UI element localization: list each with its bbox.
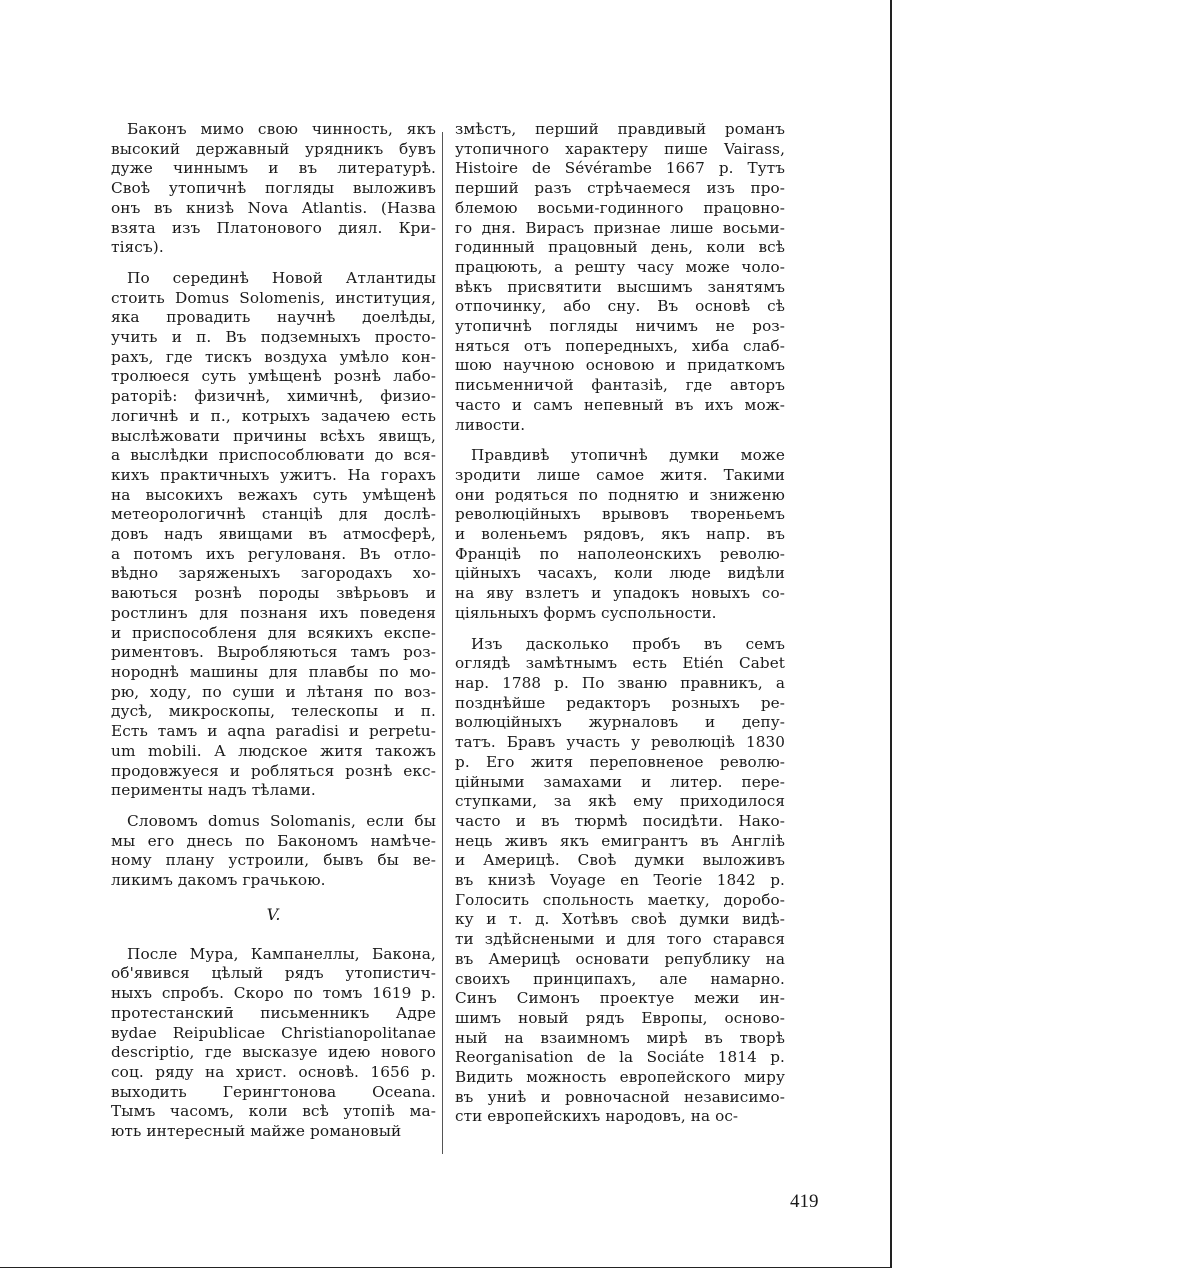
text-line: риментовъ. Выробляються тамъ роз- [111, 643, 436, 662]
text-line: тролюеся суть умѣщенѣ рознѣ лабо- [111, 367, 436, 386]
text-line: перименты надъ тѣлами. [111, 781, 316, 800]
text-line: отпочинку, або сну. Въ основѣ сѣ [455, 297, 785, 316]
text-line: ти здѣйснеными и для того старався [455, 930, 785, 949]
text-line: своихъ принципахъ, але намарно. [455, 969, 785, 988]
text-line: Reorganisation de la Sociáte 1814 р. [455, 1048, 785, 1067]
text-line: утопичного характеру пише Vairass, [455, 139, 785, 158]
text-line: После Мура, Кампанеллы, Бакона, [127, 944, 436, 963]
text-line: няться отъ попередныхъ, хиба слаб- [455, 336, 785, 355]
text-line: годинный працовный день, коли всѣ [455, 238, 785, 257]
column-divider [442, 132, 443, 1154]
text-line: вѣдно заряженыхъ загородахъ хо- [111, 564, 436, 583]
text-line: Изъ дасколько пробъ въ семъ [471, 634, 785, 653]
text-line: um mobili. А людское житя такожъ [111, 741, 436, 760]
text-line: ють интересный майже романовый [111, 1122, 402, 1141]
text-line: Своѣ утопичнѣ погляды выложивъ [111, 179, 436, 198]
text-line: рахъ, где тискъ воздуха умѣло кон- [111, 347, 436, 366]
text-line: стоить Domus Solomenis, институция, [111, 288, 436, 307]
text-line: логичнѣ и п., котрыхъ задачею есть [111, 406, 436, 425]
text-line: ливости. [455, 415, 526, 434]
text-line: ступками, за якѣ ему приходилося [455, 792, 785, 811]
text-line: По серединѣ Новой Атлантиды [127, 268, 436, 287]
text-line: Франціѣ по наполеонскихъ револю- [455, 544, 785, 563]
paragraph-domus-solomanis [111, 812, 436, 891]
text-line: дуже чиннымъ и въ литературѣ. [111, 159, 436, 178]
text-line: сти европейскихъ народовъ, на ос- [455, 1107, 739, 1126]
text-line: вѣкъ присвятити высшимъ занятямъ [455, 277, 785, 296]
text-line: Словомъ domus Solomanis, если бы [127, 811, 436, 830]
text-line: Синъ Симонъ проектуе межи ин- [455, 989, 785, 1008]
text-line: раторіѣ: физичнѣ, химичнѣ, физио- [111, 387, 436, 406]
text-line: шимъ новый рядъ Европы, осново- [455, 1008, 785, 1027]
text-line: нороднѣ машины для плавбы по мо- [111, 662, 436, 681]
text-line: ваються рознѣ породы звѣрьовъ и [111, 584, 436, 603]
text-line: учить и п. Въ подземныхъ просто- [111, 328, 436, 347]
text-line: въ Америцѣ основати републику на [455, 949, 785, 968]
text-line: и приспособленя для всякихъ експе- [111, 623, 436, 642]
text-line: Есть тамъ и aqna paradisi и perpetu- [111, 722, 436, 741]
text-line: утопичнѣ погляды ничимъ не роз- [455, 317, 785, 336]
text-line: а выслѣдки приспособлювати до вся- [111, 446, 436, 465]
text-line: вydae Reipublicae Christianopolitanae [111, 1023, 436, 1042]
text-line: descriptio, где высказуе идею нового [111, 1043, 436, 1062]
paragraph-true-utopian [455, 446, 785, 623]
text-line: р. Его житя переповненое револю- [455, 752, 785, 771]
text-line: ційными замахами и литер. пере- [455, 772, 785, 791]
text-line: волюційныхъ журналовъ и депу- [455, 713, 785, 732]
text-line: письменничой фантазіѣ, где авторъ [455, 376, 785, 395]
text-line: ціяльныхъ формъ суспольности. [455, 603, 717, 622]
text-line: об'явився цѣлый рядъ утопистич- [111, 964, 436, 983]
right-column [455, 120, 785, 1138]
text-line: Histoire de Sévérambe 1667 р. Тутъ [455, 159, 785, 178]
text-line: працюють, а решту часу може чоло- [455, 257, 785, 276]
text-line: выходить Герингтонова Oceana. [111, 1082, 436, 1101]
text-line: протестанскиӣ письменникъ Адре [111, 1003, 436, 1022]
text-line: блемою восьми-годинного працовно- [455, 198, 785, 217]
text-line: Тымъ часомъ, коли всѣ утопіѣ ма- [111, 1102, 436, 1121]
text-line: они родяться по поднятю и зниженю [455, 485, 785, 504]
section-heading: V. [266, 904, 281, 924]
text-line: довъ надъ явищами въ атмосферѣ, [111, 525, 436, 544]
text-line: рю, ходу, по суши и лѣтаня по воз- [111, 682, 436, 701]
text-line: зродити лише самое житя. Такими [455, 465, 785, 484]
text-line: ный на взаимномъ мирѣ въ творѣ [455, 1028, 785, 1047]
text-line: онъ въ книзѣ Nova Atlantis. (Назва [111, 198, 436, 217]
text-line: революційныхъ врывовъ твореньемъ [455, 505, 785, 524]
text-line: часто и въ тюрмѣ посидѣти. Нако- [455, 811, 785, 830]
text-line: ційныхъ часахъ, коли люде видѣли [455, 564, 785, 583]
text-line: нець живъ якъ емигрантъ въ Англіѣ [455, 831, 785, 850]
text-line: ному плану устроили, бывъ бы ве- [111, 851, 436, 870]
text-line: метеорологичнѣ станціѣ для дослѣ- [111, 505, 436, 524]
text-line: Голосить спольность маетку, доробо- [455, 890, 785, 909]
text-line: на высокихъ вежахъ суть умѣщенѣ [111, 485, 436, 504]
text-line: позднѣйше редакторъ розныхъ ре- [455, 693, 785, 712]
paragraph-bacon-intro [111, 120, 436, 258]
text-line: Видить можность европейского миру [455, 1068, 785, 1087]
paragraph-vairass [455, 120, 785, 435]
text-line: го дня. Вирасъ признае лише восьми- [455, 218, 785, 237]
text-line: дусѣ, микроскопы, телескопы и п. [111, 702, 436, 721]
text-line: ныхъ спробъ. Скоро по томъ 1619 р. [111, 984, 436, 1003]
text-line: и воленьемъ рядовъ, якъ напр. въ [455, 525, 785, 544]
text-line: оглядѣ замѣтнымъ есть Etién Cabet [455, 654, 785, 673]
paragraph-after-mura [111, 945, 436, 1142]
text-line: а потомъ ихъ регулованя. Въ отло- [111, 544, 436, 563]
text-line: часто и самъ непевный въ ихъ мож- [455, 395, 785, 414]
text-line: тіясъ). [111, 238, 164, 257]
text-line: на яву взлетъ и упадокъ новыхъ со- [455, 584, 785, 603]
left-column [111, 120, 436, 1153]
text-line: ку и т. д. Хотѣвъ своѣ думки видѣ- [455, 910, 785, 929]
text-line: выслѣжовати причины всѣхъ явищъ, [111, 426, 436, 445]
text-line: мы его днесь по Бакономъ намѣче- [111, 831, 436, 850]
text-line: перший разъ стрѣчаемеся изъ про- [455, 179, 785, 198]
text-line: взята изъ Платонового диял. Кри- [111, 218, 436, 237]
text-line: нар. 1788 р. По званю правникъ, а [455, 673, 785, 692]
text-line: ликимъ дакомъ грачькою. [111, 871, 326, 890]
paragraph-new-atlantis [111, 269, 436, 801]
text-line: змѣстъ, перший правдивый романъ [455, 120, 785, 138]
text-line: яка провадить научнѣ доелѣды, [111, 308, 436, 327]
paragraph-cabet [455, 635, 785, 1128]
text-line: продовжуеся и робляться рознѣ екс- [111, 761, 436, 780]
page-number: 419 [790, 1191, 819, 1212]
text-line: Правдивѣ утопичнѣ думки може [471, 446, 785, 465]
text-line: ростлинъ для познаня ихъ поведеня [111, 603, 436, 622]
text-line: въ униѣ и ровночасной независимо- [455, 1087, 785, 1106]
text-line: соц. ряду на христ. основѣ. 1656 р. [111, 1062, 436, 1081]
text-line: кихъ практичныхъ ужитъ. На горахъ [111, 465, 436, 484]
text-line: шою научною основою и придаткомъ [455, 356, 785, 375]
text-line: въ книзѣ Voyage en Teorie 1842 р. [455, 871, 785, 890]
text-line: Баконъ мимо свою чинность, якъ [127, 120, 436, 138]
text-line: высокий державный урядникъ бувъ [111, 139, 436, 158]
text-line: и Америцѣ. Своѣ думки выложивъ [455, 851, 785, 870]
text-line: татъ. Бравъ участь у революціѣ 1830 [455, 733, 785, 752]
